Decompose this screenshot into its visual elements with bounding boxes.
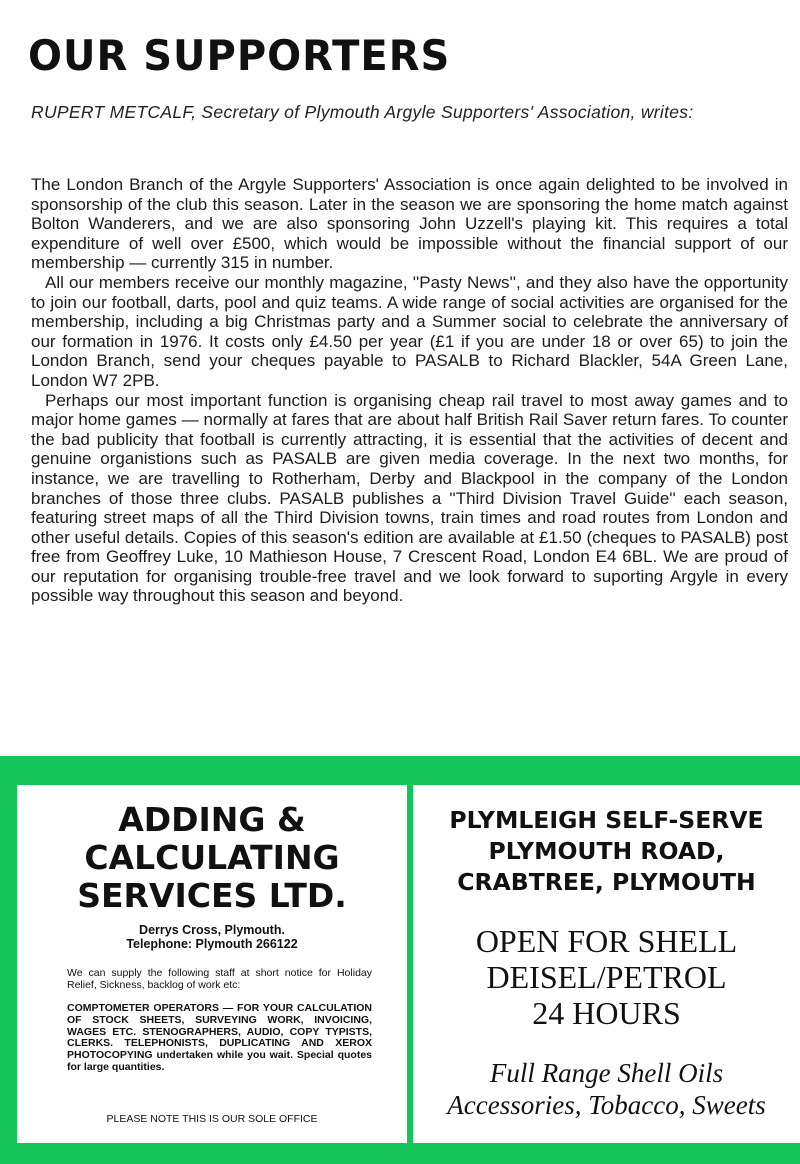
opening-line: DEISEL/PETROL [486,959,727,995]
product-line: Accessories, Tobacco, Sweets [447,1090,766,1120]
advert-title-line: ADDING & [118,800,306,839]
article-body [31,175,788,606]
advert-title-line: CALCULATING [84,838,340,877]
advert-title-line: PLYMOUTH ROAD, [488,837,725,865]
advert-services-list: COMPTOMETER OPERATORS — FOR YOUR CALCULATION OF STOCK SHEETS, SURVEYING WORK, INVOICING, WAGES ETC. STENOGRAPHERS, AUDIO, COPY TYPISTS, CLERKS. TELEPHONISTS, DUPLICATING AND XEROX PHOTOCOPYING undertaken while you wait. Special quotes for large quantities. [67,1002,372,1073]
advert-title [17,801,407,915]
article-byline: RUPERT METCALF, Secretary of Plymouth Argyle Supporters' Association, writes: [31,102,694,122]
opening-hours [413,923,800,1031]
opening-line: OPEN FOR SHELL [475,923,738,959]
article-paragraph: The London Branch of the Argyle Supporters' Association is once again delighted to be involved in sponsorship of the club this season. Later in the season we are sponsoring the home match against Bolton Wanderers, and we are also sponsoring John Uzzell's playing kit. This requires a total expenditure of well over £500, which would be impossible without the financial support of our membership — currently 315 in number. [31,175,788,273]
telephone-line: Telephone: Plymouth 266122 [126,937,298,951]
page-title: OUR SUPPORTERS [28,32,451,81]
advert-note: PLEASE NOTE THIS IS OUR SOLE OFFICE [106,1113,318,1125]
product-line: Full Range Shell Oils [489,1058,724,1088]
advert-title [413,805,800,898]
article-paragraph: All our members receive our monthly magazine, ''Pasty News'', and they also have the opportunity to join our football, darts, pool and quiz teams. A wide range of social activities are organised for the membership, including a big Christmas party and a Summer social to celebrate the anniversary of our formation in 1976. It costs only £4.50 per year (£1 if you are under 18 or over 65) to join the London Branch, send your cheques payable to PASALB to Richard Blackler, 54A Green Lane, London W7 2PB. [31,272,788,390]
product-range [413,1057,800,1121]
advert-address [17,923,407,951]
opening-line: 24 HOURS [532,995,681,1031]
plymleigh-advert [413,785,800,1143]
adding-services-advert [17,785,407,1143]
address-line: Derrys Cross, Plymouth. [139,923,285,937]
advert-title-line: CRABTREE, PLYMOUTH [457,868,756,896]
article-paragraph: Perhaps our most important function is organising cheap rail travel to most away games and to major home games — normally at fares that are about half British Rail Saver return fares. To counter the bad publicity that football is currently attracting, it is essential that the activities of decent and genuine organistions such as PASALB are given media coverage. In the next two months, for instance, we are travelling to Rotherham, Derby and Blackpool in the company of the London branches of those three clubs. PASALB publishes a ''Third Division Travel Guide'' each season, featuring street maps of all the Third Division towns, train times and road routes from London and other useful details. Copies of this season's edition are available at £1.50 (cheques to PASALB) post free from Geoffrey Luke, 10 Mathieson House, 7 Crescent Road, London E4 6BL. We are proud of our reputation for organising trouble-free travel and we look forward to suporting Argyle in every possible way throughout this season and beyond. [31,390,788,606]
advert-title-line: PLYMLEIGH SELF-SERVE [449,806,764,834]
advert-intro: We can supply the following staff at short notice for Holiday Relief, Sickness, backlog of work etc: [67,967,372,991]
advert-title-line: SERVICES LTD. [77,876,347,915]
